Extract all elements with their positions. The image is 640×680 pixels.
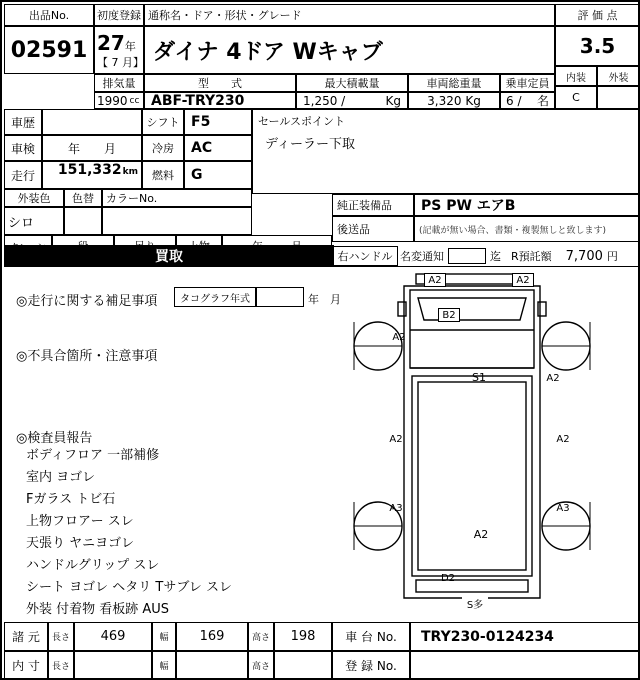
sales-point-box: セールスポイント ディーラー下取: [252, 109, 640, 194]
inspector-report-label: ◎検査員報告: [16, 431, 93, 446]
damage-mark: A2: [392, 331, 406, 343]
list-item: 天張り ヤニヨゴレ: [26, 536, 135, 551]
ac-label: 冷房: [142, 135, 184, 161]
list-item: シート ヨゴレ ヘタリ Tサブレ スレ: [26, 580, 232, 595]
length-value: 469: [74, 622, 152, 651]
rating-label: 評 価 点: [555, 4, 640, 26]
width-value-2: [176, 651, 248, 680]
color-change-value: [64, 207, 102, 235]
gross-weight-value: 3,320 Kg: [408, 92, 500, 109]
fuel-value: G: [184, 161, 252, 189]
gross-weight-label: 車両総重量: [408, 74, 500, 92]
damage-mark: A2: [424, 273, 446, 287]
color-number-label: カラーNo.: [102, 189, 252, 207]
rating-value: 3.5: [555, 26, 640, 66]
vehicle-diagram-svg: [332, 268, 640, 620]
interior-grade-value: C: [555, 86, 597, 109]
width-label: 幅: [152, 622, 176, 651]
vehicle-diagram: [332, 268, 640, 620]
displacement-value: 1990 cc: [94, 92, 144, 109]
lot-number-value: 02591: [4, 26, 94, 74]
displacement-label: 排気量: [94, 74, 144, 92]
dims-label: 内 寸: [4, 651, 48, 680]
length-value-2: [74, 651, 152, 680]
ac-value: AC: [184, 135, 252, 161]
aftersend-label: 後送品: [332, 216, 414, 242]
max-load-label: 最大積載量: [296, 74, 408, 92]
damage-mark: A2: [512, 273, 534, 287]
color-change-label: 色替: [64, 189, 102, 207]
shift-label: シフト: [142, 109, 184, 135]
damage-mark: A3: [556, 502, 570, 514]
specs-label: 諸 元: [4, 622, 48, 651]
tachograph-month: 月: [330, 293, 341, 306]
running-note-label: ◎走行に関する補足事項: [16, 294, 158, 309]
name-change-row: 名変通知 迄 R預託額 7,700 円: [400, 248, 618, 264]
damage-mark: A2: [473, 527, 489, 541]
capacity-value: 6 / 名: [500, 92, 555, 109]
capacity-label: 乗車定員: [500, 74, 555, 92]
inspection-value: 年 月: [42, 135, 142, 161]
divider-right: [332, 266, 640, 267]
register-number-value: [410, 651, 640, 680]
damage-mark: A3: [389, 502, 403, 514]
damage-mark: S多: [462, 596, 488, 610]
max-load-value: 1,250 / Kg: [296, 92, 408, 109]
tachograph-year-box: [256, 287, 304, 307]
height-value: 198: [274, 622, 332, 651]
mileage-label: 走行: [4, 161, 42, 189]
list-item: 外装 付着物 看板跡 AUS: [26, 602, 170, 617]
damage-mark: A2: [546, 372, 560, 384]
list-item: 室内 ヨゴレ: [26, 470, 96, 485]
lot-number-label: 出品No.: [4, 4, 94, 26]
list-item: ハンドルグリップ スレ: [26, 558, 160, 573]
history-label: 車歴: [4, 109, 42, 135]
chassis-number-label: 車 台 No.: [332, 622, 410, 651]
mileage-value: 151,332 km: [42, 161, 142, 189]
exterior-grade-value: [597, 86, 640, 109]
interior-grade-label: 内装: [555, 66, 597, 86]
model-code-label: 型 式: [144, 74, 296, 92]
model-code-value: ABF-TRY230: [144, 92, 296, 109]
chassis-number-value: TRY230-0124234: [410, 622, 640, 651]
list-item: ボディフロア 一部補修: [26, 448, 160, 463]
name-change-value: [448, 248, 486, 264]
height-label-2: 高さ: [248, 651, 274, 680]
length-label-2: 長さ: [48, 651, 74, 680]
list-item: Fガラス トビ石: [26, 492, 116, 507]
first-registration-label: 初度登録: [94, 4, 144, 26]
damage-mark: A2: [556, 433, 570, 445]
damage-mark: D2: [440, 572, 456, 584]
width-value: 169: [176, 622, 248, 651]
length-label: 長さ: [48, 622, 74, 651]
register-number-label: 登 録 No.: [332, 651, 410, 680]
handle-position: 右ハンドル: [332, 246, 398, 266]
height-value-2: [274, 651, 332, 680]
first-registration-value: 27年 【 7 月】: [94, 26, 144, 74]
damage-mark: A2: [389, 433, 403, 445]
history-value: [42, 109, 142, 135]
equipment-value: PS PW エアB: [414, 194, 640, 216]
exterior-color-label: 外装色: [4, 189, 64, 207]
buy-banner: 買取: [4, 245, 334, 267]
vehicle-name-value: ダイナ 4ドア Wキャブ: [144, 26, 555, 74]
color-number-value: [102, 207, 252, 235]
damage-mark: B2: [438, 308, 460, 322]
damage-mark: S1: [472, 370, 486, 384]
shift-value: F5: [184, 109, 252, 135]
list-item: 上物フロアー スレ: [26, 514, 134, 529]
tachograph-label: タコグラフ年式: [174, 287, 256, 307]
inspection-label: 車検: [4, 135, 42, 161]
height-label: 高さ: [248, 622, 274, 651]
equipment-label: 純正装備品: [332, 194, 414, 216]
width-label-2: 幅: [152, 651, 176, 680]
inspector-report-list: [26, 445, 326, 621]
fuel-label: 燃料: [142, 161, 184, 189]
defect-note-label: ◎不具合箇所・注意事項: [16, 349, 158, 364]
exterior-color-value: シロ: [4, 207, 64, 235]
exterior-grade-label: 外装: [597, 66, 640, 86]
model-name-label: 通称名・ドア・形状・グレード: [144, 4, 555, 26]
tachograph-year: 年: [308, 293, 319, 306]
aftersend-note: (記載が無い場合、書類・複製無しと致します): [414, 216, 640, 242]
